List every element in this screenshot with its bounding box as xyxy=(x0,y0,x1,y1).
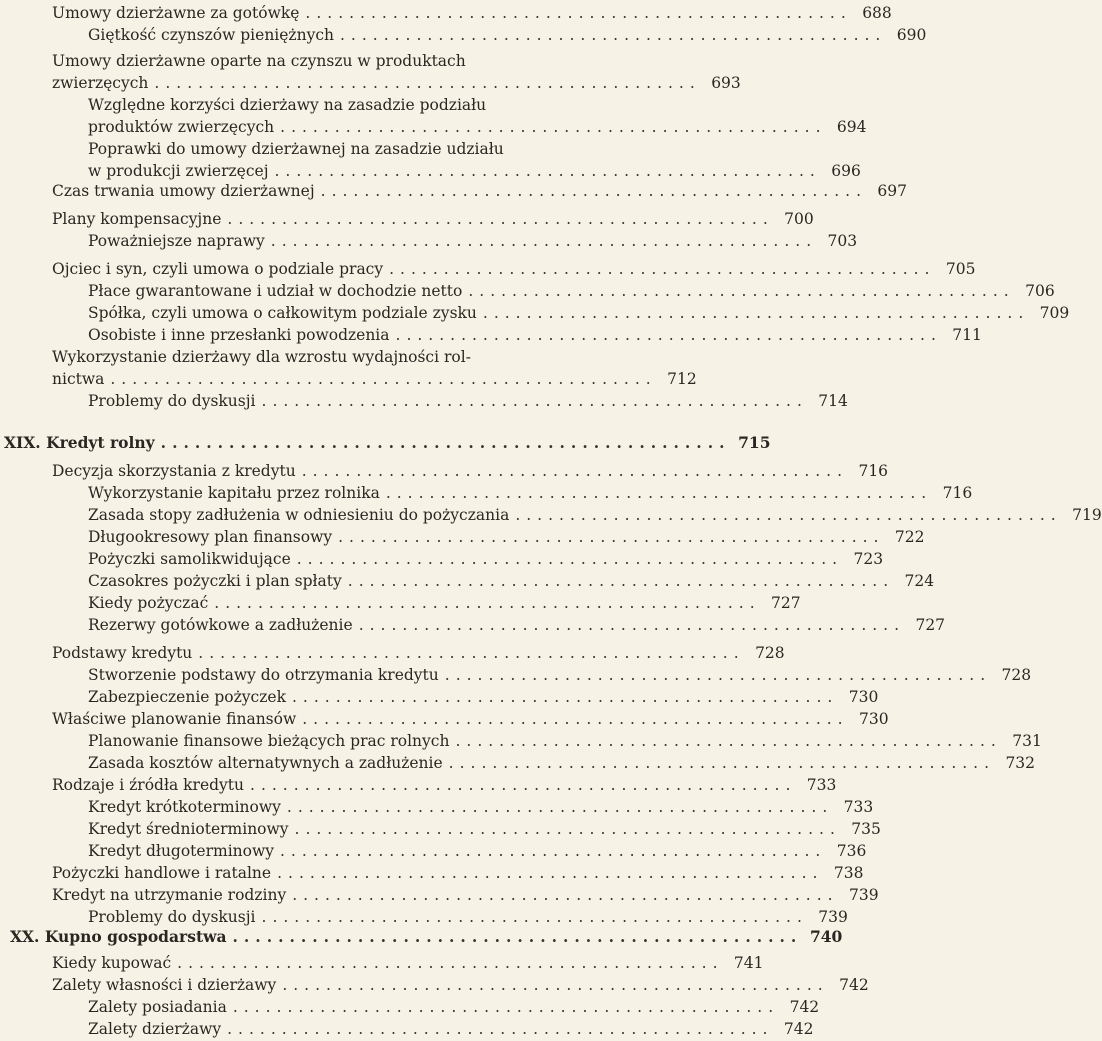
entry-title: Spółka, czyli umowa o całkowitym podziale zysku xyxy=(88,304,477,322)
entry-title: Kredyt średnioterminowy xyxy=(88,820,289,838)
entry-title: Rezerwy gotówkowe a zadłużenie xyxy=(88,616,353,634)
entry-title: Problemy do dyskusji xyxy=(88,392,256,410)
page-number: 694 xyxy=(836,118,867,136)
page-number: 693 xyxy=(711,74,741,92)
toc-entry xyxy=(88,906,848,928)
toc-entry xyxy=(88,138,861,182)
toc-entry xyxy=(52,180,907,202)
page-number: 740 xyxy=(809,927,843,946)
toc-entry xyxy=(88,24,927,46)
page-number: 731 xyxy=(1012,732,1042,750)
leader-dots: .................................................. xyxy=(277,864,824,882)
toc-entry xyxy=(52,258,976,280)
entry-title: Kiedy kupować xyxy=(52,954,172,972)
entry-title-cont: produktów zwierzęcych xyxy=(88,118,275,136)
leader-dots: .................................................. xyxy=(340,26,887,44)
toc-entry xyxy=(88,664,1032,686)
leader-dots: .................................................. xyxy=(296,550,844,568)
leader-dots: .................................................. xyxy=(301,462,849,480)
chapter-title: XX. Kupno gospodarstwa xyxy=(10,927,227,946)
leader-dots: .................................................. xyxy=(338,528,885,546)
page-number: 712 xyxy=(667,370,697,388)
entry-title: Zalety posiadania xyxy=(88,998,227,1016)
toc-entry xyxy=(88,686,879,708)
page-number: 697 xyxy=(877,182,907,200)
entry-title: Zasada stopy zadłużenia w odniesieniu do pożyczania xyxy=(88,506,510,524)
toc-entry xyxy=(88,796,874,818)
page-number: 736 xyxy=(836,842,867,860)
leader-dots: .................................................. xyxy=(347,572,895,590)
leader-dots: .................................................. xyxy=(305,4,852,22)
entry-title: Podstawy kredytu xyxy=(52,644,193,662)
leader-dots: .................................................. xyxy=(482,304,1030,322)
entry-title-cont: nictwa xyxy=(52,370,105,388)
page-number: 733 xyxy=(806,776,837,794)
entry-title: Decyzja skorzystania z kredytu xyxy=(52,462,296,480)
entry-title: Problemy do dyskusji xyxy=(88,908,256,926)
page-number: 738 xyxy=(833,864,864,882)
leader-dots: .................................................. xyxy=(468,282,1015,300)
page-number: 690 xyxy=(896,26,927,44)
toc-entry xyxy=(88,996,820,1018)
toc-entry xyxy=(52,862,864,884)
page-number: 706 xyxy=(1025,282,1055,300)
toc-entry xyxy=(88,1018,814,1040)
leader-dots: .................................................. xyxy=(274,162,821,180)
entry-title: Poprawki do umowy dzierżawnej na zasadzie udziału xyxy=(88,140,504,158)
leader-dots: .................................................. xyxy=(160,433,731,452)
leader-dots: .................................................. xyxy=(261,392,808,410)
toc-entry xyxy=(88,752,1036,774)
leader-dots: .................................................. xyxy=(320,182,867,200)
page-number: 741 xyxy=(733,954,764,972)
page-number: 735 xyxy=(851,820,881,838)
entry-title: Zalety dzierżawy xyxy=(88,1020,222,1038)
toc-entry xyxy=(88,482,973,504)
leader-dots: .................................................. xyxy=(198,644,745,662)
page-number: 724 xyxy=(904,572,935,590)
page-number: 709 xyxy=(1039,304,1070,322)
toc-entry xyxy=(88,548,884,570)
entry-title: Zalety własności i dzierżawy xyxy=(52,976,277,994)
leader-dots: .................................................. xyxy=(302,710,849,728)
leader-dots: .................................................. xyxy=(448,754,996,772)
entry-title: Umowy dzierżawne za gotówkę xyxy=(52,4,300,22)
toc-entry xyxy=(52,774,837,796)
entry-title: Ojciec i syn, czyli umowa o podziale pracy xyxy=(52,260,384,278)
leader-dots: .................................................. xyxy=(515,506,1062,524)
entry-title: Kiedy pożyczać xyxy=(88,594,209,612)
page-number: 705 xyxy=(945,260,976,278)
leader-dots: .................................................. xyxy=(282,976,829,994)
entry-title: Właściwe planowanie finansów xyxy=(52,710,297,728)
toc-entry xyxy=(88,230,858,252)
toc-entry xyxy=(88,730,1042,752)
entry-title: Zasada kosztów alternatywnych a zadłużenie xyxy=(88,754,443,772)
leader-dots: .................................................. xyxy=(280,842,827,860)
entry-title: Osobiste i inne przesłanki powodzenia xyxy=(88,326,390,344)
toc-entry xyxy=(52,2,892,24)
chapter-title: XIX. Kredyt rolny xyxy=(4,433,155,452)
leader-dots: .................................................. xyxy=(395,326,942,344)
toc-entry xyxy=(52,974,869,996)
page-number: 696 xyxy=(831,162,861,180)
entry-title: Planowanie finansowe bieżących prac rolnych xyxy=(88,732,450,750)
leader-dots: .................................................. xyxy=(227,1020,774,1038)
entry-title: Kredyt na utrzymanie rodziny xyxy=(52,886,287,904)
leader-dots: .................................................. xyxy=(232,927,803,946)
toc-entry xyxy=(88,302,1070,324)
toc-entry xyxy=(88,504,1102,526)
entry-title: Kredyt krótkoterminowy xyxy=(88,798,281,816)
entry-title: Wykorzystanie kapitału przez rolnika xyxy=(88,484,380,502)
entry-title: Poważniejsze naprawy xyxy=(88,232,265,250)
page-number: 742 xyxy=(789,998,820,1016)
leader-dots: .................................................. xyxy=(358,616,906,634)
entry-title: Względne korzyści dzierżawy na zasadzie podziału xyxy=(88,96,487,114)
page-number: 716 xyxy=(942,484,973,502)
toc-entry xyxy=(88,280,1055,302)
page-number: 728 xyxy=(755,644,785,662)
leader-dots: .................................................. xyxy=(455,732,1002,750)
toc-entry xyxy=(88,526,925,548)
toc-entry xyxy=(88,840,867,862)
entry-title: Czas trwania umowy dzierżawnej xyxy=(52,182,315,200)
page-number: 716 xyxy=(858,462,889,480)
page-number: 742 xyxy=(839,976,869,994)
page-number: 733 xyxy=(843,798,874,816)
leader-dots: .................................................. xyxy=(292,886,839,904)
entry-title-cont: w produkcji zwierzęcej xyxy=(88,162,269,180)
toc-entry xyxy=(88,570,935,592)
toc-entry xyxy=(52,50,741,94)
entry-title: Długookresowy plan finansowy xyxy=(88,528,333,546)
page-number: 723 xyxy=(853,550,884,568)
leader-dots: .................................................. xyxy=(232,998,780,1016)
page-number: 739 xyxy=(818,908,848,926)
toc-entry xyxy=(88,390,848,412)
toc-entry xyxy=(52,460,889,482)
entry-title-cont: zwierzęcych xyxy=(52,74,149,92)
page-number: 703 xyxy=(827,232,858,250)
leader-dots: .................................................. xyxy=(286,798,834,816)
leader-dots: .................................................. xyxy=(291,688,839,706)
page-number: 715 xyxy=(738,433,771,452)
entry-title: Umowy dzierżawne oparte na czynszu w produktach xyxy=(52,52,466,70)
leader-dots: .................................................. xyxy=(270,232,818,250)
leader-dots: .................................................. xyxy=(250,776,797,794)
page-number: 730 xyxy=(848,688,879,706)
entry-title: Wykorzystanie dzierżawy dla wzrostu wydajności rol- xyxy=(52,348,471,366)
toc-entry xyxy=(52,208,814,230)
toc-entry xyxy=(52,642,785,664)
leader-dots: .................................................. xyxy=(385,484,933,502)
page-number: 732 xyxy=(1005,754,1036,772)
page-number: 711 xyxy=(952,326,982,344)
leader-dots: .................................................. xyxy=(177,954,724,972)
leader-dots: .................................................. xyxy=(214,594,761,612)
leader-dots: .................................................. xyxy=(444,666,992,684)
entry-title: Plany kompensacyjne xyxy=(52,210,222,228)
entry-title: Rodzaje i źródła kredytu xyxy=(52,776,245,794)
toc-entry xyxy=(52,952,764,974)
entry-title: Płace gwarantowane i udział w dochodzie netto xyxy=(88,282,463,300)
leader-dots: .................................................. xyxy=(280,118,827,136)
toc-entry xyxy=(88,592,801,614)
leader-dots: .................................................. xyxy=(294,820,841,838)
entry-title: Pożyczki handlowe i ratalne xyxy=(52,864,272,882)
entry-title: Stworzenie podstawy do otrzymania kredytu xyxy=(88,666,439,684)
toc-entry xyxy=(52,346,697,390)
page-number: 728 xyxy=(1001,666,1032,684)
page-number: 700 xyxy=(784,210,814,228)
toc-entry xyxy=(88,94,867,138)
entry-title: Pożyczki samolikwidujące xyxy=(88,550,291,568)
toc-entry xyxy=(88,324,982,346)
page-number: 727 xyxy=(915,616,946,634)
page-number: 722 xyxy=(894,528,925,546)
leader-dots: .................................................. xyxy=(110,370,657,388)
toc-entry xyxy=(52,708,889,730)
entry-title: Czasokres pożyczki i plan spłaty xyxy=(88,572,342,590)
toc-entry xyxy=(88,614,946,636)
toc-entry xyxy=(52,884,879,906)
page-number: 688 xyxy=(862,4,892,22)
page-number: 714 xyxy=(818,392,848,410)
entry-title: Zabezpieczenie pożyczek xyxy=(88,688,286,706)
page-number: 730 xyxy=(859,710,889,728)
page-number: 742 xyxy=(783,1020,814,1038)
leader-dots: .................................................. xyxy=(154,74,701,92)
entry-title: Giętkość czynszów pieniężnych xyxy=(88,26,334,44)
page-number: 719 xyxy=(1072,506,1102,524)
page-number: 727 xyxy=(771,594,801,612)
toc-chapter xyxy=(4,432,771,454)
leader-dots: .................................................. xyxy=(261,908,808,926)
leader-dots: .................................................. xyxy=(227,210,774,228)
toc-entry xyxy=(88,818,881,840)
toc-chapter xyxy=(10,926,843,948)
leader-dots: .................................................. xyxy=(389,260,936,278)
entry-title: Kredyt długoterminowy xyxy=(88,842,274,860)
page-number: 739 xyxy=(848,886,879,904)
